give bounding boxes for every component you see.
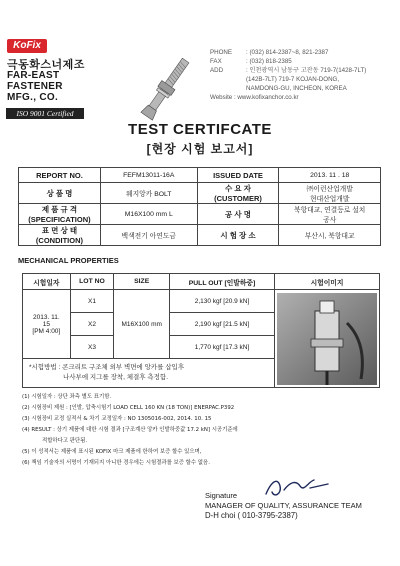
pull-out-cell: 2,190 kgf [21.5 kN] [170,313,275,336]
issued-date-label: ISSUED DATE [197,168,279,183]
fax-value: : (032) 818-2385 [246,58,292,65]
signature-title: MANAGER OF QUALITY, ASSURANCE TEAM [205,501,362,510]
col-header-lot: LOT NO [70,274,114,290]
lot-cell: X2 [70,313,114,336]
note-item: (2) 시험장비 제원 : [인발, 압축시험기 LOAD CELL 160 KN (18 TON)] ENERPAC.P392 [22,405,235,411]
iso-certified-badge: ISO 9001 Certified [6,108,84,119]
address-line: NAMDONG-GU, INCHEON, KOREA [246,85,347,92]
signature-block [205,491,362,521]
address-line: (142B-7LT) 719-7 KOJAN-DONG, [246,76,340,83]
product-label: 상 품 명 [19,183,101,204]
pull-out-test-table [22,273,380,388]
col-header-date: 시험일자 [23,274,71,290]
company-name-english [7,70,63,103]
anchor-bolt-image [140,50,190,130]
pull-out-cell: 1,770 kgf [17.3 kN] [170,336,275,359]
note-item: (3) 시험장비 교정 실적서 & 차기 교정일자 : NO 1305016-002, 2014. 10. 15 [22,416,212,422]
site-label: 공 사 명 [197,204,279,225]
company-name-line: MFG., CO. [7,92,59,103]
address-line: : 인천광역시 남동구 고잔동 719-7(1428-7LT) [246,67,367,74]
test-photo-image [277,293,377,385]
signature-label: Signature [205,491,238,500]
lot-cell: X3 [70,336,114,359]
contact-block [210,48,395,102]
company-name-korean: 극동화스너제조 [7,58,85,71]
signature-name: D-H choi ( 010-3795-2387) [205,511,298,520]
company-name-line: FASTENER [7,81,63,92]
customer-value: ㈜이런산업개발 현대산업개발 [279,183,381,204]
document-title: TEST CERTIFCATE [128,121,272,138]
condition-label: 표 면 상 태 (CONDITION) [19,225,101,246]
pull-out-cell: 2,130 kgf [20.9 kN] [170,290,275,313]
note-item: (1) 시험일자 : 상단 좌측 별도 표기함. [22,394,112,400]
col-header-pull: PULL OUT [인발하중] [170,274,275,290]
company-name-line: FAR-EAST [7,70,60,81]
fax-label: FAX [210,58,222,65]
test-place-value: 부산시, 북항대교 [279,225,381,246]
col-header-photo: 시험이미지 [274,274,379,290]
spec-label: 제 품 규 격 (SPECIFICATION) [19,204,101,225]
product-value: 웨지앙카 BOLT [100,183,197,204]
note-item: 적합하다고 판단됨. [42,438,88,444]
test-method-note: *시험방법 : 콘크리트 구조체 외부 벽면에 앙카를 삽입후 나사부에 지그를 장착, 체결후 측정함. [23,359,275,388]
phone-value: : (032) 814-2387~8, 821-2387 [246,49,329,56]
phone-label: PHONE [210,49,233,56]
note-item: (6) 책임 기술자의 서명이 기재되지 아니한 경우에는 시험결과를 보증 할수 없음. [22,460,210,466]
kofix-logo: KoFix [7,39,47,53]
report-info-table [18,167,381,246]
condition-value: 백색전기 아연도금 [100,225,197,246]
document-subtitle: [현장 시험 보고서] [146,142,254,156]
note-item: (4) RESULT : 상기 제품에 대한 시험 결과 [구조계산 앙카 인발하중값 17.2 kN] 시공기준에 [22,427,238,433]
site-value: 북항대교, 연결등로 설치 공사 [279,204,381,225]
notes-list [22,392,382,469]
report-no-value: FEFM13011-16A [100,168,197,183]
website-link[interactable]: Website : www.kofixanchor.co.kr [210,94,299,101]
col-header-size: SIZE [114,274,170,290]
customer-label: 수 요 자 (CUSTOMER) [197,183,279,204]
address-label: ADD [210,67,224,74]
lot-cell: X1 [70,290,114,313]
test-place-label: 시 험 장 소 [197,225,279,246]
report-no-label: REPORT NO. [19,168,101,183]
issued-date-value: 2013. 11 . 18 [279,168,381,183]
size-cell: M16X100 mm [114,290,170,359]
table-row [23,290,380,313]
spec-value: M16X100 mm L [100,204,197,225]
test-date-cell: 2013. 11. 15 [PM 4:00] [23,290,71,359]
note-item: (5) 이 성적서는 제품에 표시된 KOFIX 마크 제품에 한하여 보증 할수 있으며, [22,449,202,455]
mechanical-properties-heading: MECHANICAL PROPERTIES [18,256,119,265]
test-photo-cell [274,290,379,388]
